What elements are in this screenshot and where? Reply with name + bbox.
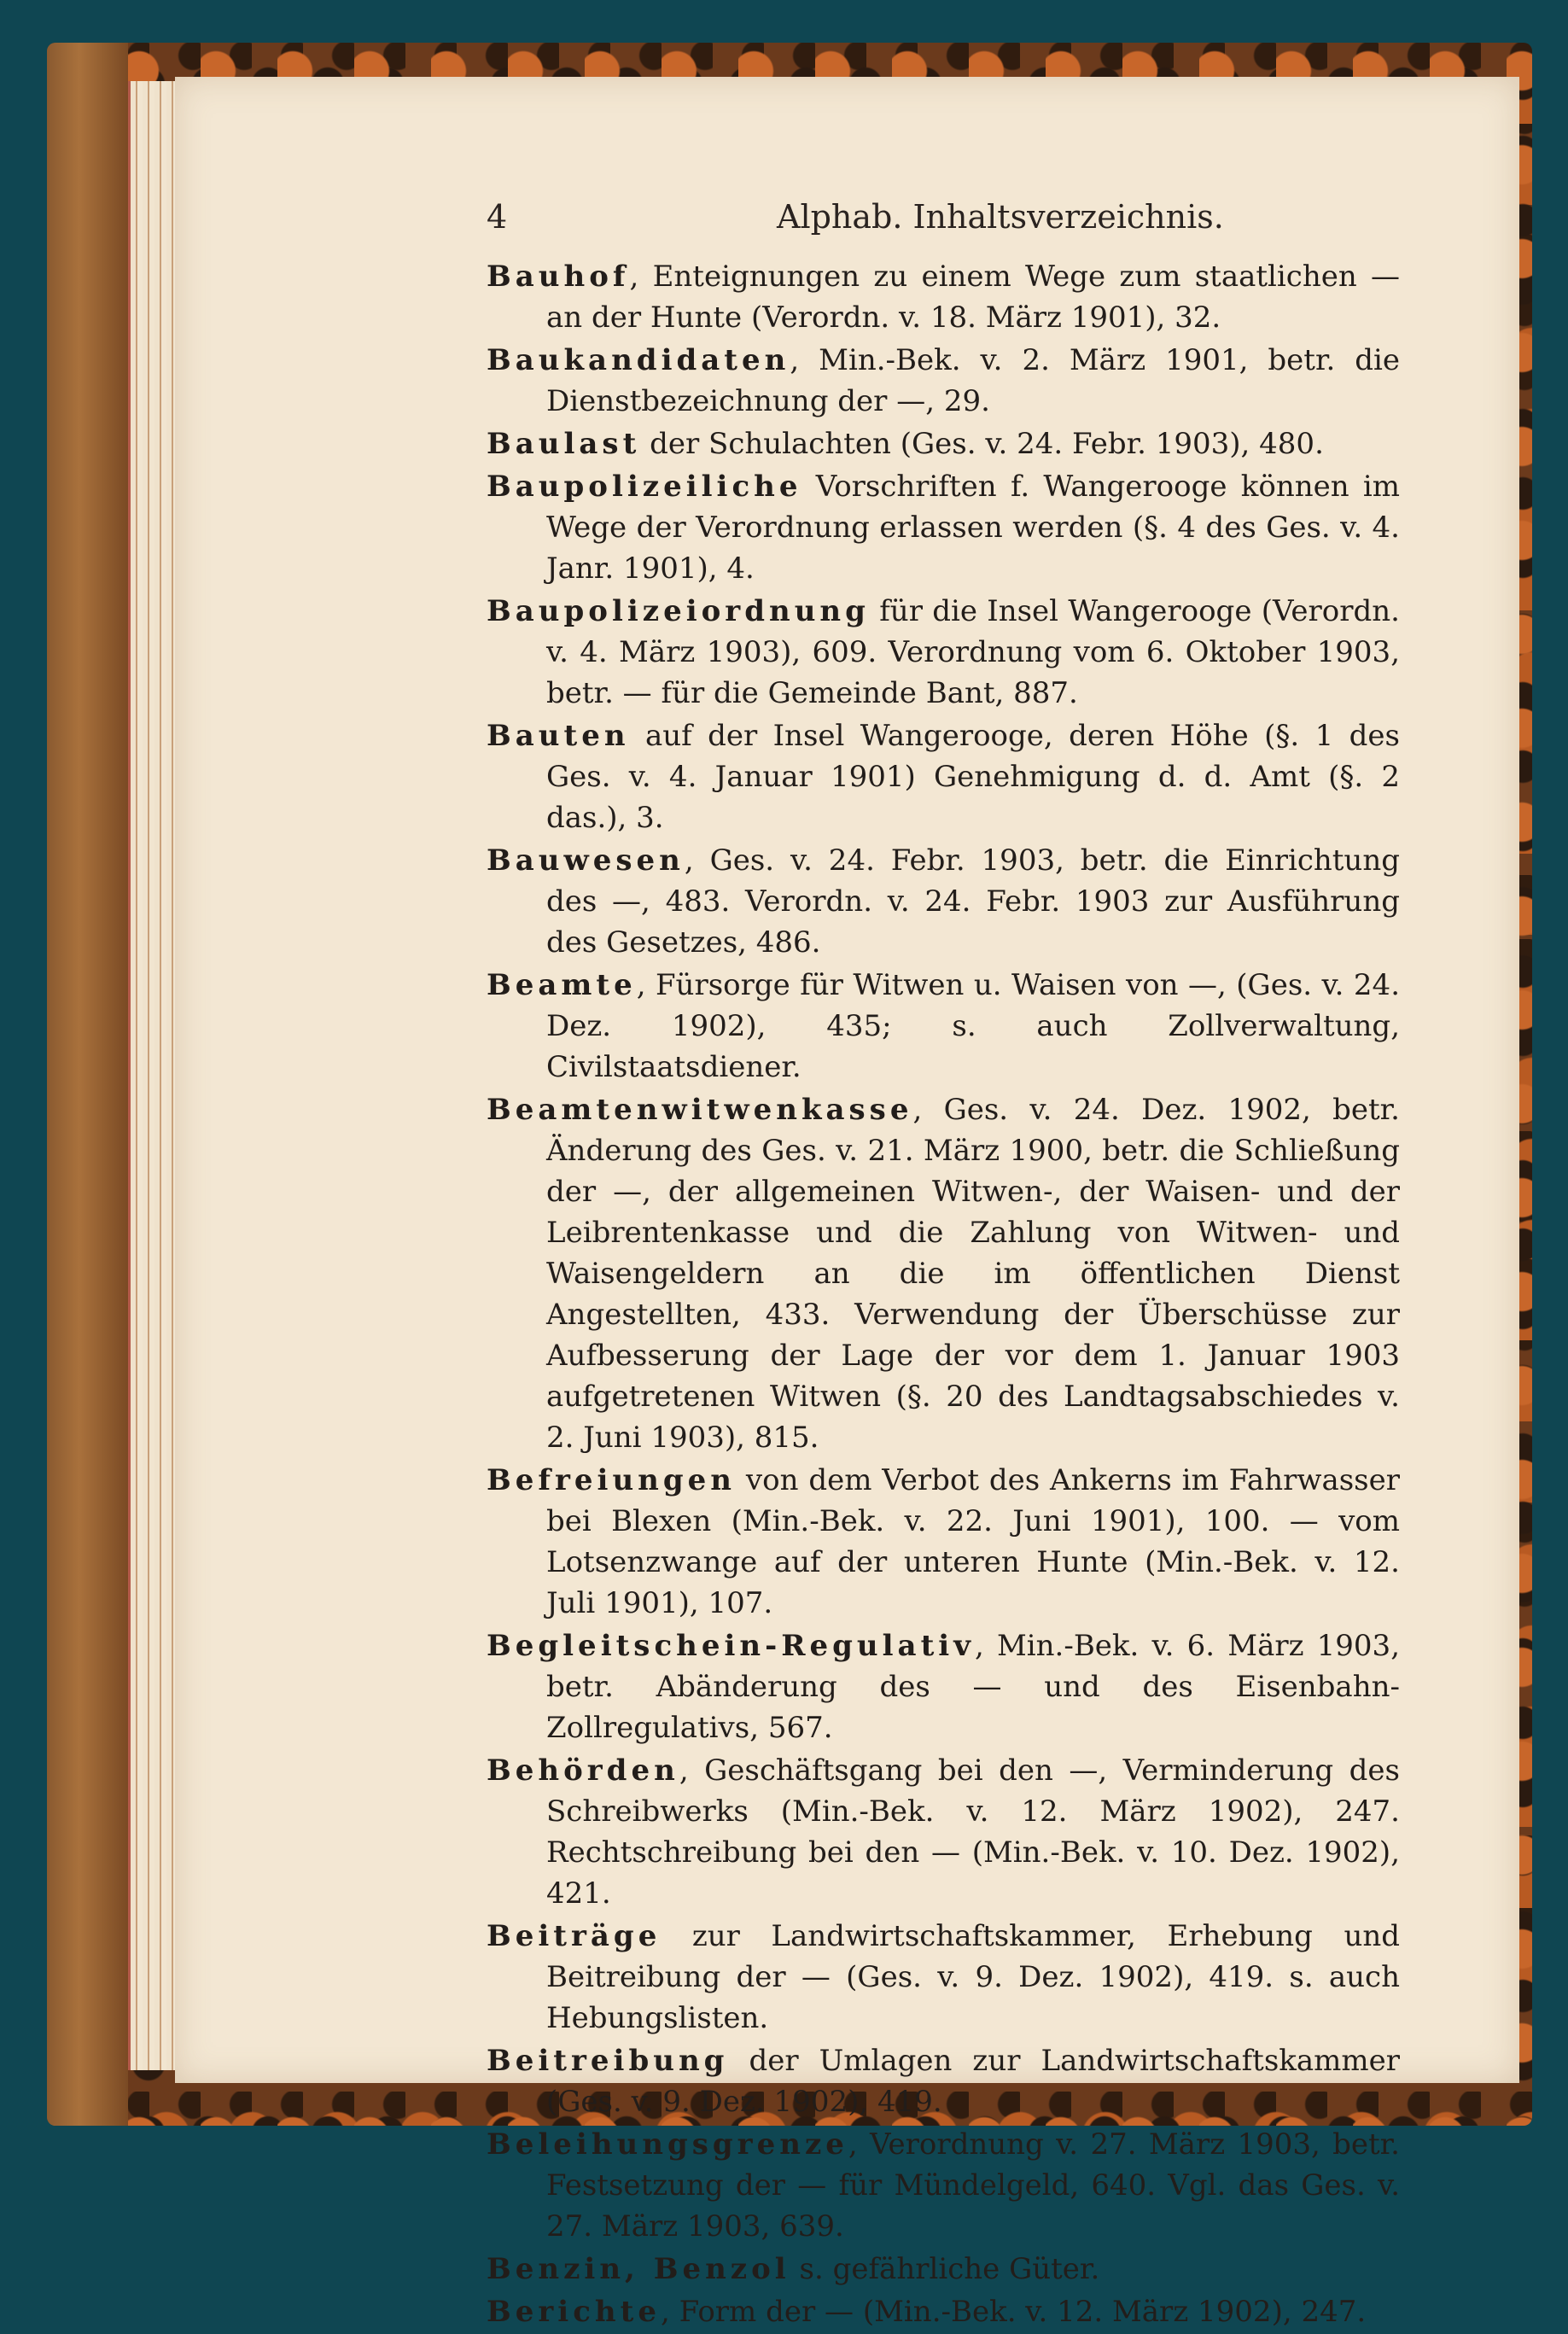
entry-term: Begleitschein-Regulativ: [487, 1629, 975, 1663]
entry-text: für die Insel Wangerooge (Verordn. v. 4. März 1903), 609. Verordnung vom 6. Oktober 1903, betr. — für die Gemeinde Bant, 887.: [546, 594, 1400, 710]
page-header: [487, 198, 1400, 241]
book-spine: [47, 43, 128, 2126]
entry-text: , Ges. v. 24. Febr. 1903, betr. die Einrichtung des —, 483. Verordn. v. 24. Febr. 1903 zur Ausführung des Gesetzes, 486.: [546, 843, 1400, 960]
index-list: [487, 256, 1400, 2334]
entry-text: zur Landwirtschaftskammer, Erhebung und Beitreibung der — (Ges. v. 9. Dez. 1902), 419. s. auch Hebungslisten.: [546, 1919, 1400, 2035]
index-entry: [487, 1916, 1400, 2039]
entry-term: Bauwesen: [487, 843, 685, 878]
running-title: Alphab. Inhaltsverzeichnis.: [777, 198, 1224, 236]
entry-term: Benzin, Benzol: [487, 2252, 790, 2286]
entry-term: Beamte: [487, 968, 637, 1002]
page-edges: [128, 81, 182, 2070]
entry-text: , Min.-Bek. v. 2. März 1901, betr. die Dienstbezeichnung der —, 29.: [546, 343, 1400, 418]
entry-term: Baulast: [487, 427, 641, 461]
entry-term: Beitreibung: [487, 2044, 729, 2078]
entry-term: Berichte: [487, 2295, 661, 2329]
entry-term: Beleihungsgrenze: [487, 2127, 848, 2162]
index-entry: [487, 2249, 1400, 2290]
entry-term: Baupolizeiordnung: [487, 594, 870, 628]
entry-term: Behörden: [487, 1753, 679, 1788]
index-entry: [487, 840, 1400, 963]
entry-text: von dem Verbot des Ankerns im Fahrwasser bei Blexen (Min.-Bek. v. 22. Juni 1901), 100. — vom Lotsenzwange auf der unteren Hunte (Min.-Bek. v. 12. Juli 1901), 107.: [546, 1463, 1400, 1620]
entry-term: Bauten: [487, 719, 630, 753]
index-entry: [487, 965, 1400, 1088]
entry-text: , Verordnung v. 27. März 1903, betr. Festsetzung der — für Mündelgeld, 640. Vgl. das Ges. v. 27. März 1903, 639.: [546, 2127, 1400, 2244]
entry-term: Bauhof: [487, 260, 630, 294]
index-entry: [487, 1089, 1400, 1458]
entry-term: Baukandidaten: [487, 343, 790, 377]
entry-text: , Fürsorge für Witwen u. Waisen von —, (Ges. v. 24. Dez. 1902), 435; s. auch Zollverwaltung, Civilstaatsdiener.: [546, 968, 1400, 1084]
entry-text: , Min.-Bek. v. 6. März 1903, betr. Abänderung des — und des Eisenbahn-Zollregulativs, 567.: [546, 1629, 1400, 1745]
index-entry: [487, 423, 1400, 464]
index-entry: [487, 256, 1400, 338]
index-entry: [487, 1750, 1400, 1914]
index-entry: [487, 466, 1400, 589]
entry-text: der Schulachten (Ges. v. 24. Febr. 1903), 480.: [640, 427, 1324, 461]
entry-text: der Umlagen zur Landwirtschaftskammer (Ges. v. 9. Dez. 1902), 419.: [546, 2044, 1400, 2119]
page-number: 4: [487, 198, 508, 236]
entry-text: , Enteignungen zu einem Wege zum staatlichen — an der Hunte (Verordn. v. 18. März 1901), 32.: [546, 260, 1400, 335]
entry-term: Beiträge: [487, 1919, 662, 1953]
index-entry: [487, 2124, 1400, 2247]
index-entry: [487, 2040, 1400, 2122]
index-entry: [487, 715, 1400, 838]
index-entry: [487, 1460, 1400, 1624]
index-entry: [487, 340, 1400, 422]
index-entry: [487, 2291, 1400, 2332]
index-entry: [487, 1625, 1400, 1748]
entry-term: Befreiungen: [487, 1463, 737, 1497]
entry-text: auf der Insel Wangerooge, deren Höhe (§. 1 des Ges. v. 4. Januar 1901) Genehmigung d. d. Amt (§. 2 das.), 3.: [546, 719, 1400, 835]
entry-text: Vorschriften f. Wangerooge können im Wege der Verordnung erlassen werden (§. 4 des Ges. v. 4. Janr. 1901), 4.: [546, 470, 1400, 586]
entry-text: , Ges. v. 24. Dez. 1902, betr. Änderung des Ges. v. 21. März 1900, betr. die Schließung der —, der allgemeinen Witwen-, der Waisen- und der Leibrentenkasse und die Zahlung von Witwen- und Waisengeldern an die im öffentlichen Dienst Angestellten, 433. Verwendung der Überschüsse zur Aufbesserung der Lage der vor dem 1. Januar 1903 aufgetretenen Witwen (§. 20 des Landtagsabschiedes v. 2. Juni 1903), 815.: [546, 1093, 1400, 1455]
entry-text: , Form der — (Min.-Bek. v. 12. März 1902), 247.: [660, 2295, 1367, 2329]
entry-text: s. gefährliche Güter.: [790, 2252, 1100, 2286]
entry-term: Baupolizeiliche: [487, 470, 802, 504]
entry-text: , Geschäftsgang bei den —, Verminderung des Schreibwerks (Min.-Bek. v. 12. März 1902), 247. Rechtschreibung bei den — (Min.-Bek. v. 10. Dez. 1902), 421.: [546, 1753, 1400, 1911]
index-entry: [487, 591, 1400, 714]
entry-term: Beamtenwitwenkasse: [487, 1093, 913, 1127]
